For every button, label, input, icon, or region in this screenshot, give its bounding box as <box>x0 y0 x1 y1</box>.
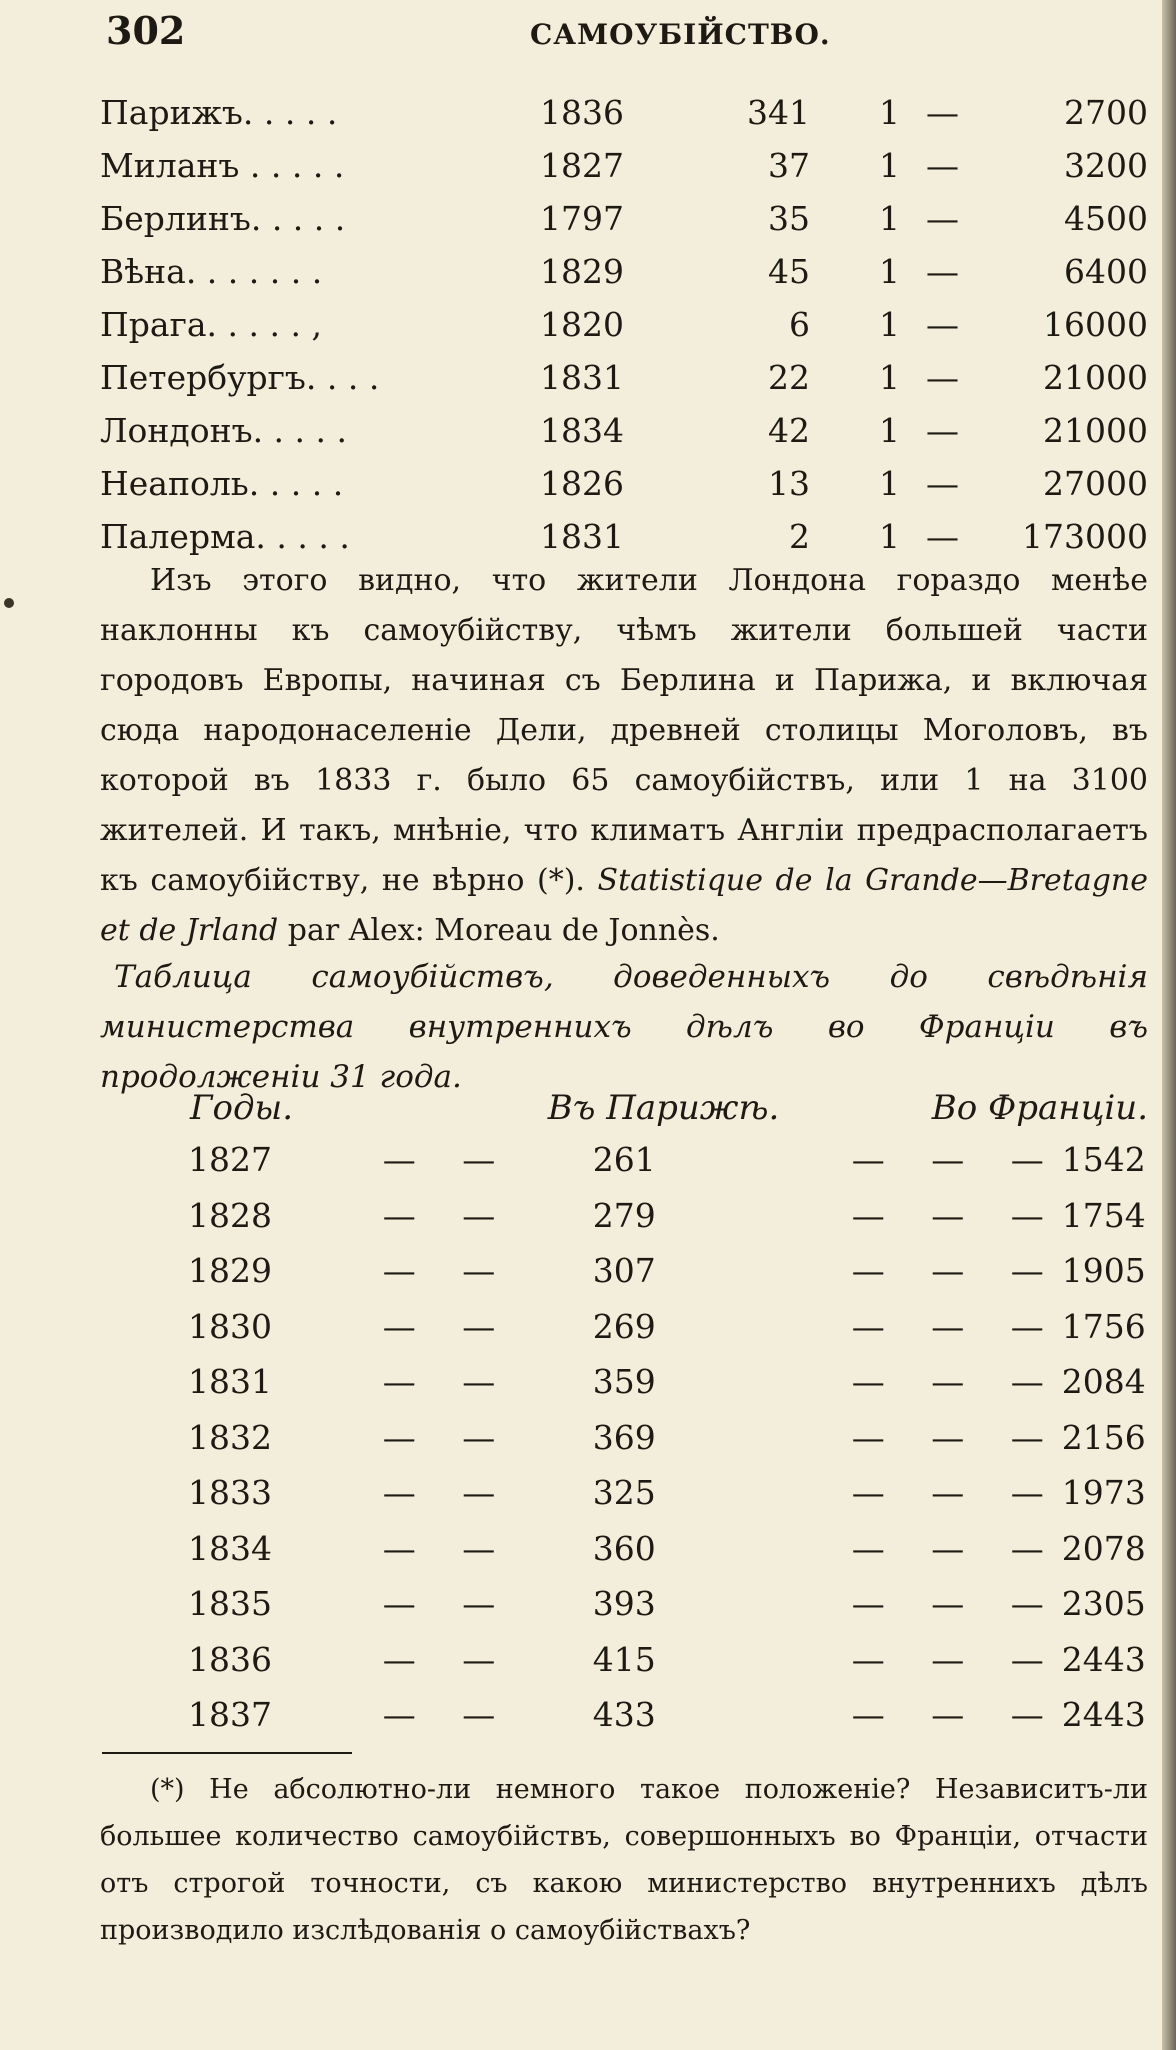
city-ratio-one: 1 <box>879 305 900 344</box>
citation-author: par Alex: Moreau de Jonnès. <box>287 913 720 948</box>
city-ratio-dash: — <box>926 358 959 397</box>
city-suicide-count: 341 <box>747 93 810 132</box>
year-row <box>100 1410 1148 1466</box>
city-ratio-one: 1 <box>879 358 900 397</box>
city-ratio-population: 16000 <box>1043 305 1148 344</box>
footnote-text: (*) Не абсолютно-ли немного такое положеніе? Независитъ-ли большее количество самоубійствъ, совершонныхъ во Франціи, отчасти отъ строгой точности, съ какою министерство внутреннихъ дѣлъ производило изслѣдованія о самоубійствахъ? <box>100 1774 1148 1946</box>
leader-dashes: — — — <box>851 1584 1062 1624</box>
year-row <box>100 1632 1148 1688</box>
city-ratio-population: 3200 <box>1064 146 1148 185</box>
year-cell: 1832 <box>188 1417 272 1457</box>
running-title: САМОУБІЙСТВО. <box>530 18 831 51</box>
margin-mark <box>4 598 14 608</box>
paris-count: 325 <box>592 1473 656 1513</box>
paris-cell <box>383 1132 782 1188</box>
year-row <box>100 1243 1148 1299</box>
france-count: 2078 <box>1061 1528 1146 1568</box>
france-cell <box>782 1188 1148 1244</box>
city-ratio-dash: — <box>926 305 959 344</box>
paris-count: 369 <box>592 1417 656 1457</box>
leader-dashes: — — — <box>851 1362 1062 1402</box>
city-ratio-dash: — <box>926 146 959 185</box>
city-ratio-dash: — <box>926 411 959 450</box>
city-row <box>100 245 1148 298</box>
year-cell: 1828 <box>188 1195 272 1235</box>
footnote <box>100 1766 1148 1954</box>
city-row <box>100 351 1148 404</box>
paris-cell <box>383 1243 782 1299</box>
city-ratio-one: 1 <box>879 464 900 503</box>
city-ratio-population: 4500 <box>1064 199 1148 238</box>
paris-cell <box>383 1410 782 1466</box>
paris-cell <box>383 1465 782 1521</box>
year-row <box>100 1299 1148 1355</box>
page-edge-shadow <box>1162 0 1176 2050</box>
year-cell: 1831 <box>188 1362 272 1402</box>
year-row <box>100 1132 1148 1188</box>
paris-count: 269 <box>592 1306 656 1346</box>
leader-dashes: — — <box>382 1473 514 1513</box>
leader-dashes: — — — <box>851 1695 1062 1735</box>
paris-cell <box>383 1299 782 1355</box>
paris-count: 307 <box>592 1251 656 1291</box>
city-suicide-count: 2 <box>789 517 810 556</box>
year-cell: 1833 <box>188 1473 272 1513</box>
france-count: 2443 <box>1061 1695 1146 1735</box>
france-count: 1756 <box>1061 1306 1146 1346</box>
france-count: 2156 <box>1061 1417 1146 1457</box>
leader-dashes: — — <box>382 1362 514 1402</box>
leader-dashes: — — <box>382 1195 514 1235</box>
leader-dashes: — — — <box>851 1195 1062 1235</box>
city-ratio-population: 21000 <box>1043 411 1148 450</box>
year-row <box>100 1521 1148 1577</box>
city-ratio-one: 1 <box>879 411 900 450</box>
city-year: 1829 <box>540 252 624 291</box>
city-name: Палерма. . . . . <box>100 517 350 556</box>
city-ratio-population: 27000 <box>1043 464 1148 503</box>
leader-dashes: — — — <box>851 1417 1062 1457</box>
city-year: 1836 <box>540 93 624 132</box>
france-cell <box>782 1132 1148 1188</box>
paris-count: 433 <box>592 1695 656 1735</box>
citation-title: Statistique de la Grande—Bretagne et de Jrland <box>100 863 1148 948</box>
year-row <box>100 1576 1148 1632</box>
year-row <box>100 1465 1148 1521</box>
france-cell <box>782 1521 1148 1577</box>
city-suicide-table <box>100 86 1148 563</box>
france-count: 1542 <box>1061 1140 1146 1180</box>
leader-dashes: — — — <box>851 1306 1062 1346</box>
leader-dashes: — — <box>382 1584 514 1624</box>
year-cell: 1830 <box>188 1306 272 1346</box>
france-cell <box>782 1299 1148 1355</box>
paris-cell <box>383 1521 782 1577</box>
france-cell <box>782 1687 1148 1743</box>
france-cell <box>782 1576 1148 1632</box>
paris-cell <box>383 1188 782 1244</box>
year-cell: 1837 <box>188 1695 272 1735</box>
paris-count: 415 <box>592 1639 656 1679</box>
leader-dashes: — — <box>382 1639 514 1679</box>
city-ratio-dash: — <box>926 517 959 556</box>
yearly-table-body <box>100 1132 1148 1743</box>
france-cell <box>782 1410 1148 1466</box>
city-year: 1834 <box>540 411 624 450</box>
paris-cell <box>383 1576 782 1632</box>
col-header-paris: Въ Парижѣ. <box>547 1088 780 1128</box>
city-row <box>100 139 1148 192</box>
city-year: 1831 <box>540 358 624 397</box>
leader-dashes: — — — <box>851 1473 1062 1513</box>
city-year: 1820 <box>540 305 624 344</box>
paris-cell <box>383 1354 782 1410</box>
france-count: 2305 <box>1061 1584 1146 1624</box>
city-suicide-count: 37 <box>768 146 810 185</box>
table-title: Таблица самоубійствъ, доведенныхъ до свѣдѣнія министерства внутреннихъ дѣлъ во Франціи въ продолженіи 31 года. <box>100 959 1148 1095</box>
leader-dashes: — — <box>382 1528 514 1568</box>
year-cell: 1836 <box>188 1639 272 1679</box>
city-ratio-population: 173000 <box>1022 517 1148 556</box>
paris-count: 359 <box>592 1362 656 1402</box>
city-table-body <box>100 86 1148 563</box>
city-suicide-count: 45 <box>768 252 810 291</box>
year-cell: 1827 <box>188 1140 272 1180</box>
city-name: Вѣна. . . . . . . <box>100 252 323 291</box>
city-ratio-one: 1 <box>879 93 900 132</box>
france-count: 2084 <box>1061 1362 1146 1402</box>
paris-count: 261 <box>592 1140 656 1180</box>
city-name: Миланъ . . . . . <box>100 146 345 185</box>
city-name: Парижъ. . . . . <box>100 93 338 132</box>
city-name: Берлинъ. . . . . <box>100 199 346 238</box>
yearly-header-row <box>100 1084 1148 1132</box>
city-row <box>100 404 1148 457</box>
france-cell <box>782 1465 1148 1521</box>
city-year: 1826 <box>540 464 624 503</box>
city-ratio-population: 21000 <box>1043 358 1148 397</box>
leader-dashes: — — <box>382 1251 514 1291</box>
paris-count: 393 <box>592 1584 656 1624</box>
page-number: 302 <box>106 8 186 53</box>
city-ratio-one: 1 <box>879 199 900 238</box>
col-header-year: Годы. <box>190 1088 294 1128</box>
city-ratio-population: 6400 <box>1064 252 1148 291</box>
city-row <box>100 86 1148 139</box>
city-year: 1797 <box>540 199 624 238</box>
city-ratio-one: 1 <box>879 146 900 185</box>
city-row <box>100 298 1148 351</box>
leader-dashes: — — — <box>851 1140 1062 1180</box>
france-count: 1973 <box>1061 1473 1146 1513</box>
leader-dashes: — — <box>382 1140 514 1180</box>
france-count: 2443 <box>1061 1639 1146 1679</box>
city-suicide-count: 22 <box>768 358 810 397</box>
city-ratio-dash: — <box>926 199 959 238</box>
city-name: Неаполь. . . . . <box>100 464 344 503</box>
city-suicide-count: 13 <box>768 464 810 503</box>
france-cell <box>782 1243 1148 1299</box>
paris-count: 360 <box>592 1528 656 1568</box>
body-text <box>100 556 1148 956</box>
year-cell: 1829 <box>188 1251 272 1291</box>
city-name: Петербургъ. . . . <box>100 358 380 397</box>
city-suicide-count: 35 <box>768 199 810 238</box>
city-ratio-dash: — <box>926 252 959 291</box>
paris-cell <box>383 1632 782 1688</box>
city-ratio-dash: — <box>926 93 959 132</box>
city-ratio-one: 1 <box>879 517 900 556</box>
year-cell: 1835 <box>188 1584 272 1624</box>
year-row <box>100 1188 1148 1244</box>
city-year: 1831 <box>540 517 624 556</box>
city-ratio-dash: — <box>926 464 959 503</box>
city-year: 1827 <box>540 146 624 185</box>
paragraph-text: Изъ этого видно, что жители Лондона гораздо менѣе наклонны къ самоубійству, чѣмъ жители большей части городовъ Европы, начиная съ Берлина и Парижа, и включая сюда народонаселеніе Дели, древней столицы Моголовъ, въ которой въ 1833 г. было 65 самоубійствъ, или 1 на 3100 жителей. И такъ, мнѣніе, что климатъ Англіи предрасполагаетъ къ самоубійству, не вѣрно (*). <box>100 563 1148 898</box>
city-row <box>100 457 1148 510</box>
paris-cell <box>383 1687 782 1743</box>
france-count: 1754 <box>1061 1195 1146 1235</box>
city-name: Лондонъ. . . . . <box>100 411 347 450</box>
col-header-france: Во Франціи. <box>931 1088 1148 1128</box>
year-cell: 1834 <box>188 1528 272 1568</box>
france-count: 1905 <box>1061 1251 1146 1291</box>
year-row <box>100 1687 1148 1743</box>
leader-dashes: — — <box>382 1417 514 1457</box>
year-row <box>100 1354 1148 1410</box>
city-suicide-count: 6 <box>789 305 810 344</box>
yearly-table-head <box>100 1084 1148 1132</box>
city-ratio-one: 1 <box>879 252 900 291</box>
paris-count: 279 <box>592 1195 656 1235</box>
leader-dashes: — — — <box>851 1528 1062 1568</box>
city-suicide-count: 42 <box>768 411 810 450</box>
leader-dashes: — — <box>382 1695 514 1735</box>
yearly-suicide-table <box>100 1084 1148 1743</box>
body-paragraph <box>100 556 1148 956</box>
city-name: Прага. . . . . , <box>100 305 322 344</box>
city-ratio-population: 2700 <box>1064 93 1148 132</box>
leader-dashes: — — — <box>851 1251 1062 1291</box>
france-cell <box>782 1354 1148 1410</box>
footnote-divider <box>102 1752 352 1754</box>
leader-dashes: — — — <box>851 1639 1062 1679</box>
city-row <box>100 192 1148 245</box>
leader-dashes: — — <box>382 1306 514 1346</box>
france-cell <box>782 1632 1148 1688</box>
page-header <box>100 8 1136 68</box>
